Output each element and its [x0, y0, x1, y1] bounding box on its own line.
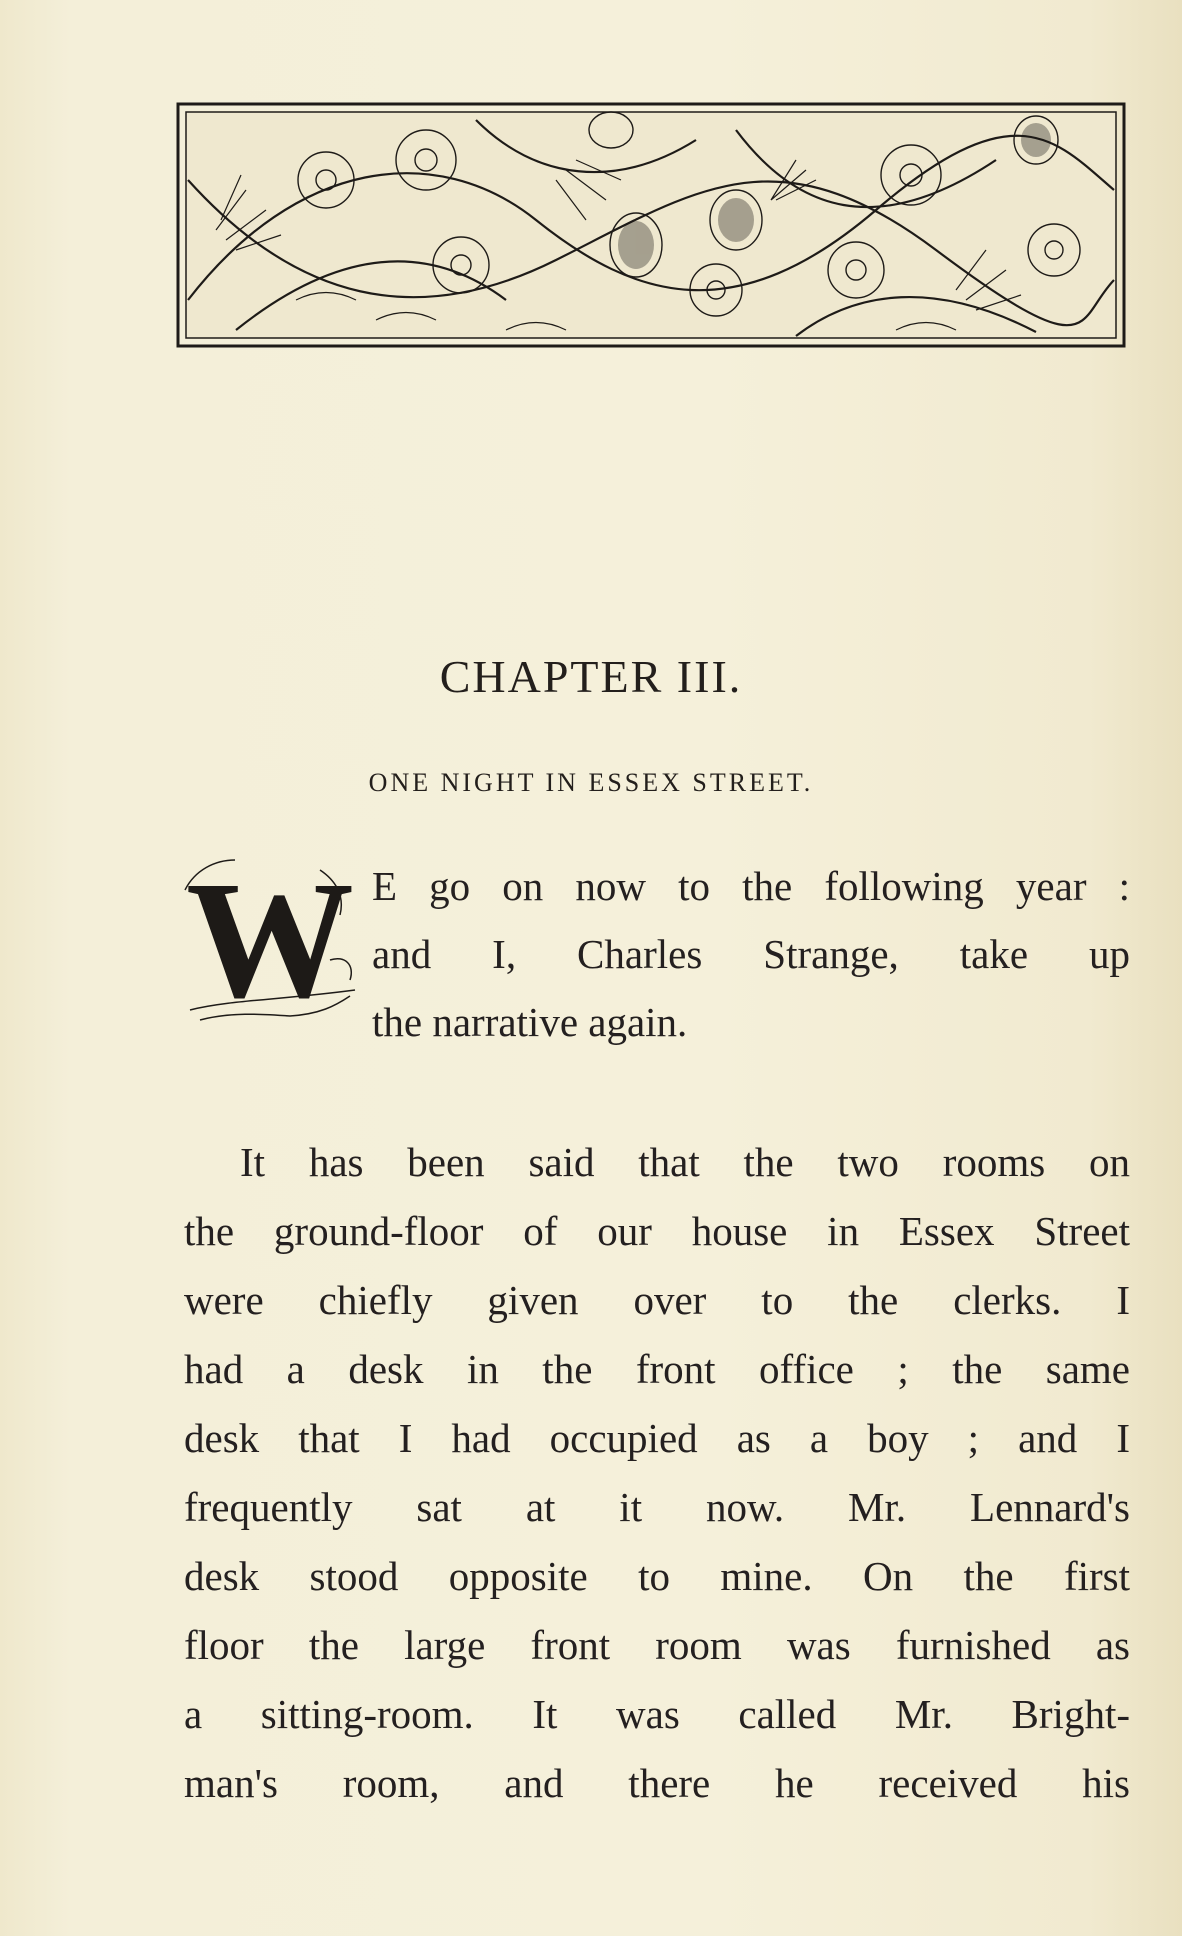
chapter-subtitle: ONE NIGHT IN ESSEX STREET.: [368, 768, 814, 797]
drop-cap-letter: W: [186, 847, 354, 1033]
floral-headpiece-ornament: [176, 100, 1126, 350]
text-line: the ground-floor of our house in Essex Street: [184, 1208, 1130, 1254]
chapter-title: CHAPTER III.: [439, 651, 743, 702]
text-line: a sitting-room. It was called Mr. Bright-: [184, 1691, 1130, 1737]
text-line: desk stood opposite to mine. On the first: [184, 1553, 1130, 1599]
text-line: desk that I had occupied as a boy ; and I: [184, 1415, 1130, 1461]
text-line: floor the large front room was furnished as: [184, 1622, 1130, 1668]
text-line: frequently sat at it now. Mr. Lennard's: [184, 1484, 1130, 1530]
text-line: had a desk in the front office ; the same: [184, 1346, 1130, 1392]
text-line: It has been said that the two rooms on: [240, 1139, 1130, 1185]
ornamental-drop-cap: [180, 847, 360, 1033]
text-line: and I, Charles Strange, take up: [372, 931, 1130, 977]
text-line: man's room, and there he received his: [184, 1760, 1130, 1806]
text-line: were chiefly given over to the clerks. I: [184, 1277, 1130, 1323]
text-line: the narrative again.: [372, 999, 688, 1045]
text-line: E go on now to the following year :: [372, 863, 1130, 909]
